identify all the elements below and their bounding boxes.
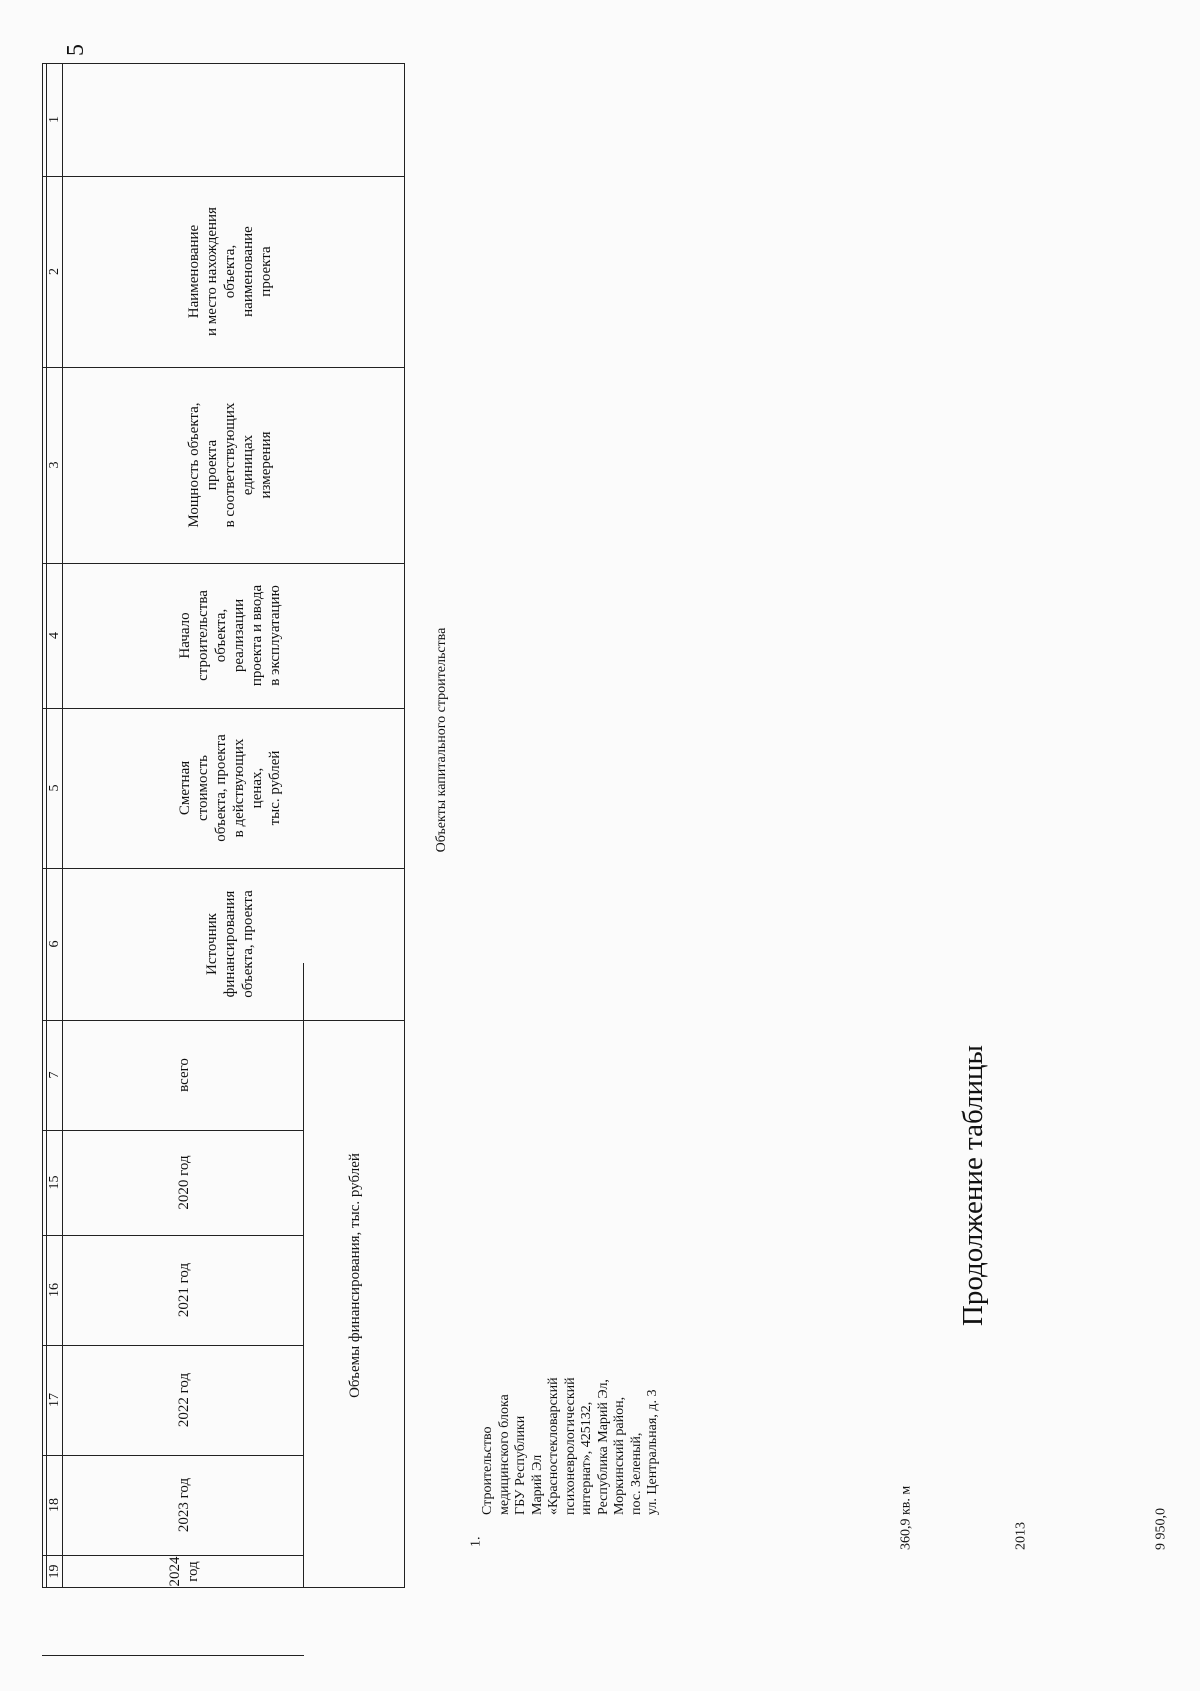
col-number: 2 — [47, 268, 62, 275]
col-number: 7 — [47, 1071, 62, 1079]
col-number: 16 — [47, 1283, 62, 1297]
col-number: 4 — [47, 632, 62, 639]
header-source: Источник финансирования объекта, проекта — [204, 890, 256, 998]
table-continuation-caption: Продолжение таблицы — [957, 1045, 989, 1327]
col-number: 6 — [47, 940, 62, 948]
header-name: Наименование и место нахождения объекта, наименование проекта — [186, 207, 274, 336]
col-number: 15 — [47, 1175, 62, 1190]
row-index: 1. — [468, 1536, 484, 1547]
header-total: всего — [175, 1058, 192, 1092]
row-start: 2013 — [1013, 1522, 1029, 1550]
section-title: Объекты капитального строительства — [434, 627, 449, 853]
col-number: 3 — [47, 461, 62, 469]
col-number: 19 — [47, 1564, 62, 1579]
header-year-2024: 2024 год — [166, 1556, 201, 1587]
col-divider-12 — [42, 1655, 304, 1656]
col-number: 18 — [47, 1498, 62, 1512]
header-year-2023: 2023 год — [175, 1477, 192, 1533]
header-capacity: Мощность объекта, проекта в соответствующих единицах измерения — [186, 402, 274, 528]
page-number: 5 — [63, 44, 89, 56]
header-year-2021: 2021 год — [175, 1262, 192, 1318]
header-funding-group: Объемы финансирования, тыс. рублей — [346, 1153, 363, 1398]
header-start: Начало строительства объекта, реализации проекта и ввода в эксплуатацию — [177, 584, 283, 687]
col-number: 1 — [47, 116, 62, 123]
row-name: Строительство медицинского блока ГБУ Республики Марий Эл «Красностекловарский психоневрологический интернат», 425132, Республика Марий Эл, Моркинский район, пос. Зеленый, ул. Центральная, д. 3 — [480, 1377, 661, 1515]
header-cost: Сметная стоимость объекта, проекта в действующих ценах, тыс. рублей — [177, 734, 283, 842]
row-capacity: 360,9 кв. м — [898, 1485, 914, 1550]
col-number: 17 — [47, 1393, 62, 1407]
row-cost: 9 950,0 — [1153, 1508, 1169, 1550]
header-year-2020: 2020 год — [175, 1155, 192, 1210]
header-year-2022: 2022 год — [175, 1372, 192, 1428]
col-number: 5 — [47, 784, 62, 792]
